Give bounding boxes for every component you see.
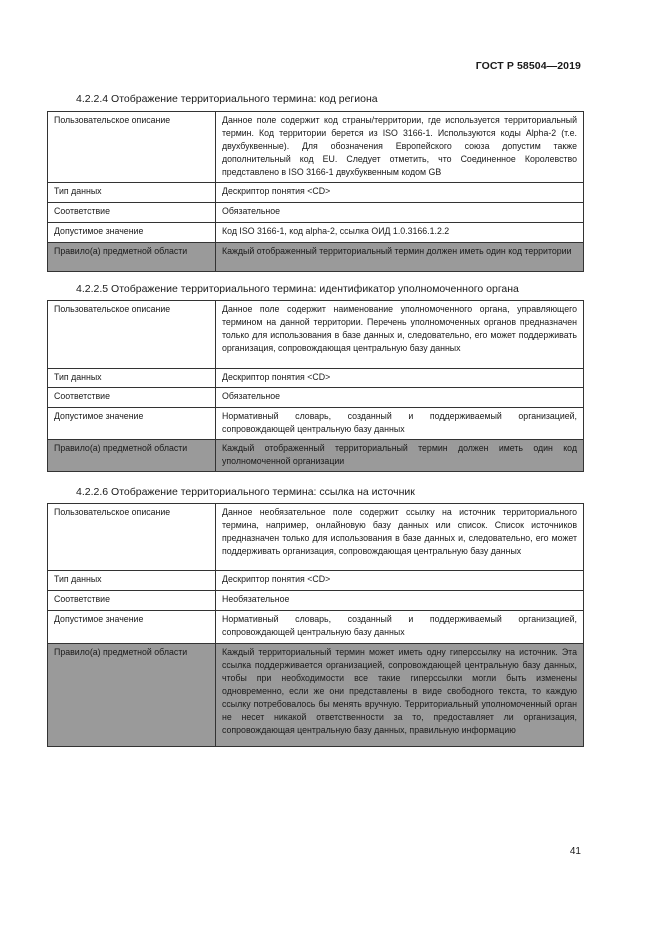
row-value: Каждый отображенный территориальный термин должен иметь один код уполномоченной организации — [216, 440, 584, 472]
row-label: Пользовательское описание — [48, 504, 216, 571]
table-row — [48, 571, 584, 591]
page-number: 41 — [569, 846, 581, 857]
row-label: Пользовательское описание — [48, 112, 216, 183]
table-row — [48, 440, 584, 472]
table-row — [48, 369, 584, 388]
table-row — [48, 611, 584, 644]
row-value: Нормативный словарь, созданный и поддерживаемый организацией, сопровождающей центральную базу данных — [216, 611, 584, 644]
row-value: Необязательное — [216, 591, 584, 611]
table-row — [48, 504, 584, 571]
row-label: Тип данных — [48, 369, 216, 388]
row-label: Допустимое значение — [48, 408, 216, 440]
row-value: Данное необязательное поле содержит ссылку на источник территориального термина, например, онлайновую базу данных или список. Список источников предназначен только для использования в базе данных и, следовательно, его может поддерживать организация, сопровождающая центральную базу данных — [216, 504, 584, 571]
row-value: Дескриптор понятия <CD> — [216, 571, 584, 591]
row-value: Нормативный словарь, созданный и поддерживаемый организацией, сопровождающей центральную базу данных — [216, 408, 584, 440]
row-value: Обязательное — [216, 203, 584, 223]
table-row — [48, 223, 584, 243]
row-value: Дескриптор понятия <CD> — [216, 369, 584, 388]
row-label: Соответствие — [48, 591, 216, 611]
row-value: Обязательное — [216, 388, 584, 408]
row-value: Дескриптор понятия <CD> — [216, 183, 584, 203]
table-row — [48, 112, 584, 183]
row-label: Правило(а) предметной области — [48, 243, 216, 272]
table-row — [48, 388, 584, 408]
spec-table-source-link — [47, 503, 584, 747]
row-label: Допустимое значение — [48, 611, 216, 644]
section-title-4-2-2-5: 4.2.2.5 Отображение территориального термина: идентификатор уполномоченного органа — [76, 283, 519, 295]
row-label: Соответствие — [48, 388, 216, 408]
table-row — [48, 243, 584, 272]
table-row — [48, 183, 584, 203]
table-row — [48, 591, 584, 611]
table-row — [48, 408, 584, 440]
document-header: ГОСТ Р 58504—2019 — [475, 60, 581, 72]
row-value: Код ISO 3166-1, код alpha-2, ссылка ОИД 1.0.3166.1.2.2 — [216, 223, 584, 243]
row-value: Каждый отображенный территориальный термин должен иметь один код территории — [216, 243, 584, 272]
spec-table-region-code — [47, 111, 584, 272]
row-value: Данное поле содержит наименование уполномоченного органа, управляющего термином на данной территории. Перечень уполномоченных органов предназначен только для использования в базе данных и, следовательно, его может поддерживать организация, сопровождающая центральную базу данных — [216, 301, 584, 369]
table-row — [48, 301, 584, 369]
row-label: Правило(а) предметной области — [48, 644, 216, 747]
row-label: Пользовательское описание — [48, 301, 216, 369]
table-row — [48, 203, 584, 223]
spec-table-authority-id — [47, 300, 584, 472]
row-value: Каждый территориальный термин может иметь одну гиперссылку на источник. Эта ссылка поддерживается организацией, сопровождающей центральную базу данных, чтобы при необходимости все такие гиперссылки могли быть изменены одновременно, если же они представлены в виде свободного текста, то каждую ссылку потребовалось бы менять вручную. Территориальный уполномоченный орган не несет никакой ответственности за то, предоставляет ли организация, сопровождающая центральную базу данных, правильную информацию — [216, 644, 584, 747]
section-title-4-2-2-4: 4.2.2.4 Отображение территориального термина: код региона — [76, 93, 378, 105]
table-row — [48, 644, 584, 747]
row-label: Тип данных — [48, 571, 216, 591]
row-value: Данное поле содержит код страны/территории, где используется территориальный термин. Код территории берется из ISO 3166-1. Используются коды Alpha-2 (т.е. двухбуквенные). Для обозначения Европейского союза допустим также дополнительный код EU. Следует отметить, что Соединенное Королевство представлено в ISO 3166-1 двухбуквенным кодом GB — [216, 112, 584, 183]
row-label: Соответствие — [48, 203, 216, 223]
section-title-4-2-2-6: 4.2.2.6 Отображение территориального термина: ссылка на источник — [76, 486, 415, 498]
row-label: Тип данных — [48, 183, 216, 203]
row-label: Правило(а) предметной области — [48, 440, 216, 472]
row-label: Допустимое значение — [48, 223, 216, 243]
